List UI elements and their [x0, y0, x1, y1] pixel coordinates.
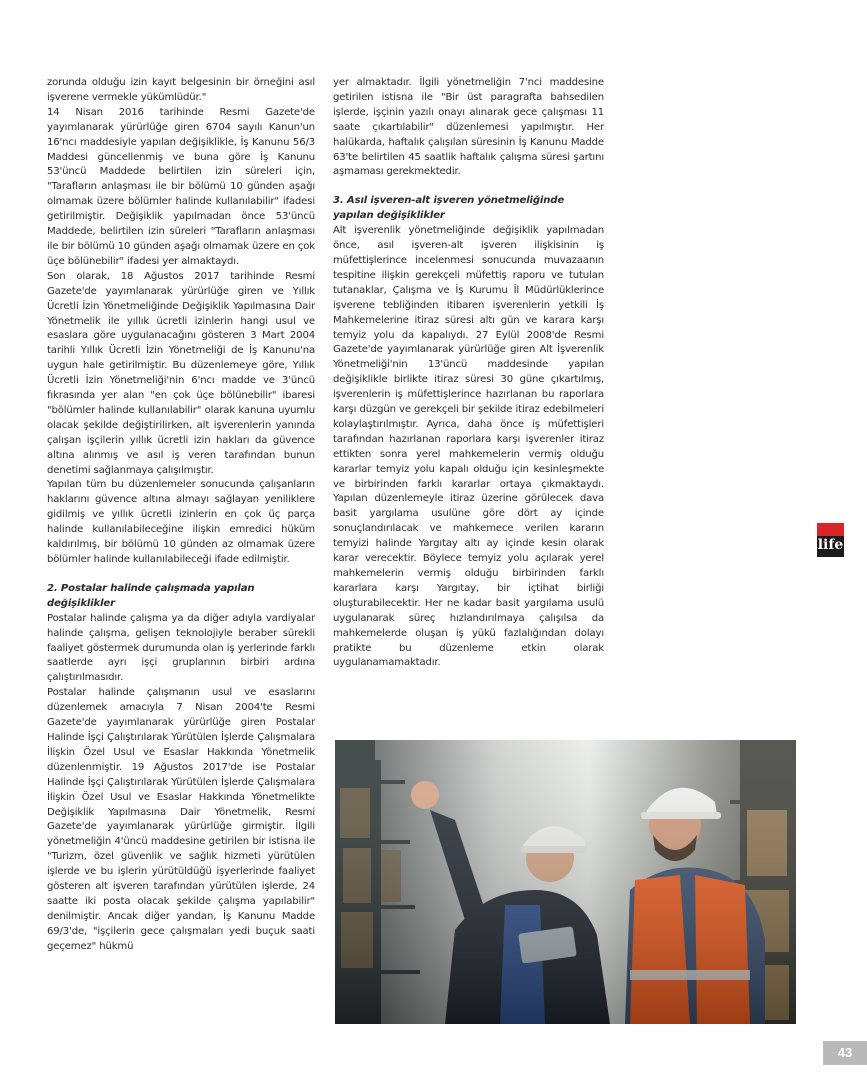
paragraph: Postalar halinde çalışmanın usul ve esaslarını düzenlemek amacıyla 7 Nisan 2004'te Resmi Gazete'de yayımlanarak yürürlüğe giren Postalar Halinde İşçi Çalıştırılarak Yürütülen İşlerde Çalışmalara İlişkin Özel Usul ve Esaslar Hakkında Yönetmelik düzenlenmiştir. 19 Ağustos 2017'de ise Postalar Halinde İşçi Çalıştırılarak Yürütülen İşlerde Çalışmalara İlişkin Özel Usul ve Esaslar Hakkında Yönetmelikte Değişiklik Yapılmasına Dair Yönetmelik, Resmi Gazete'de yayımlanarak yürürlüğe girmiştir. İlgili yönetmeliğin 4'üncü maddesine getirilen bir istisna ile "Turizm, özel güvenlik ve sağlık hizmeti yürütülen işlerde ve bu işlerin yürütüldüğü işyerlerinde faaliyet gösteren alt işveren tarafından yürütülen işlerde, 24 saatte iki posta olacak şekilde çalışma yapılabilir" denilmiştir. Ancak diğer yandan, İş Kanunu Madde 69/3'de, "işçilerin gece çalışmaları yedi buçuk saati geçemez" hükmü: [47, 687, 315, 952]
paragraph: 14 Nisan 2016 tarihinde Resmi Gazete'de yayımlanarak yürürlüğe giren 6704 sayılı Kanun'un 16'ncı maddesiyle yapılan değişiklikle, İş Kanunu 56/3 Maddesi güncellenmiş ve buna göre İş Kanunu 53'üncü Maddede belirtilen izin süreleri için, "Tarafların anlaşması ile bir bölümü 10 günden aşağı olmamak üzere bölümler halinde kullanılabilir" ifadesi getirilmiştir. Değişiklik yapılmadan önce 53'üncü Maddede, belirtilen izin süreleri "Tarafların anlaşması ile bir bölümü 10 günden aşağı olmamak üzere en çok üçe bölünebilir" ifadesi yer almaktaydı.: [47, 106, 315, 267]
section-heading: 2. Postalar halinde çalışmada yapılan değişiklikler: [47, 582, 255, 609]
paragraph: Alt işverenlik yönetmeliğinde değişiklik yapılmadan önce, asıl işveren-alt işveren ilişkisinin iş müfettişlerince incelenmesi sonucunda muvazaanın tespitine ilişkin gerekçeli müfettiş raporu ve tutulan tutanaklar, Çalışma ve İş Kurumu İl Müdürlüklerince işverene tebliğinden itibaren işverenlerin yetkili İş Mahkemelerine itiraz süresi altı gün ve karara karşı temyiz yolu da kapalıydı. 27 Eylül 2008'de Resmi Gazete'de yayımlanarak yürürlüğe giren Alt İşverenlik Yönetmeliği'nin 13'üncü maddesinde yapılan değişiklikle birlikte itiraz süresi 30 güne çıkartılmış, işverenlerin iş müfettişlerince hazırlanan bu raporlara karşı düzgün ve gerekçeli bir şekilde itiraz edebilmeleri kolaylaştırılmıştır. Ayrıca, daha önce iş müfettişleri tarafından hazırlanan raporlara karşı işverenler itiraz ettikten sonra yerel mahkemelerin vermiş olduğu kararlar temyiz yolu kapalı olduğu için kesinleşmekte ve birbirinden farklı kararlar ortaya çıkmaktaydı. Yapılan düzenlemeyle itiraz üzerine görülecek dava basit yargılama usulüne göre dört ay içinde sonuçlandırılacak ve mahkemece verilen kararın temyizi halinde Yargıtay altı ay içinde kesin olarak karar verecektir. Böylece temyiz yolu açılarak yerel mahkemelerin vermiş olduğu birbirinden farklı kararlara karşı Yargıtay, bir içtihat birliği oluşturabilecektir. Her ne kadar basit yargılama usulü uygulanarak süreç hızlandırılmaya çalışılsa da mahkemelerde oluşan iş yükü fazlalığından dolayı pratikte bu düzenleme etkin olarak uygulanamamaktadır.: [333, 225, 604, 669]
right-text-column: [333, 76, 604, 671]
photo-illustration: [335, 740, 796, 1024]
warehouse-workers-photo: [335, 740, 796, 1024]
page-number: 43: [823, 1041, 867, 1065]
paragraph: zorunda olduğu izin kayıt belgesinin bir örneğini asıl işverene vermekle yükümlüdür.": [47, 77, 315, 103]
paragraph: Postalar halinde çalışma ya da diğer adıyla vardiyalar halinde çalışma, gelişen teknolojiyle beraber sürekli faaliyet göstermek durumunda olan iş yerlerinde farklı saatlerde ayrı işçi gruplarının birbiri ardına çalıştırılmasıdır.: [47, 612, 315, 684]
paragraph: Son olarak, 18 Ağustos 2017 tarihinde Resmi Gazete'de yayımlanarak yürürlüğe giren ve Yıllık Ücretli İzin Yönetmeliğinde Değişiklik Yapılmasına Dair Yönetmelik ile yıllık ücretli izinlerin hangi usul ve esaslara göre uygulanacağını gösteren 3 Mart 2004 tarihli Yıllık Ücretli İzin Yönetmeliği de İş Kanunu'na uygun hale getirilmiştir. Bu düzenlemeye göre, Yıllık Ücretli İzin Yönetmeliği'nin 6'ncı madde ve 3'üncü fıkrasında yer alan "en çok üçe bölünebilir" ibaresi "bölümler halinde kullanılabilir" olarak kanuna uyumlu olacak şekilde değiştirilirken, alt işverenlerin yanında çalışan işçilerin yıllık ücretli izin hakları da güvence altına alınmış ve asıl iş veren tarafından bunun denetimi sağlanmaya çalışılmıştır.: [47, 270, 315, 476]
paragraph: Yapılan tüm bu düzenlemeler sonucunda çalışanların haklarını güvence altına almayı sağlayan yeniliklere gidilmiş ve yıllık ücretli izinlerin en çok üç parça halinde kullanılabileceğine ilişkin emredici hüküm kaldırılmış, bir bölümü 10 günden az olmamak üzere bölümler halinde kullanılabileceği ifade edilmiştir.: [47, 479, 315, 565]
badge-text: life: [817, 537, 844, 553]
magazine-logo-badge: [817, 523, 844, 557]
left-text-column: [47, 76, 315, 955]
section-heading: 3. Asıl işveren-alt işveren yönetmeliğinde yapılan değişiklikler: [333, 195, 565, 222]
paragraph: yer almaktadır. İlgili yönetmeliğin 7'nci maddesine getirilen istisna ile "Bir üst paragrafta bahsedilen işlerde, işçinin yazılı onayı alınarak gece çalışması 11 saate çıkartılabilir" düzenlemesi yapılmıştır. Her halükarda, haftalık çalışılan süresinin İş Kanunu Madde 63'te belirtilen 45 saatlik haftalık çalışma süresi şartını aşmaması gerekmektedir.: [333, 77, 604, 178]
